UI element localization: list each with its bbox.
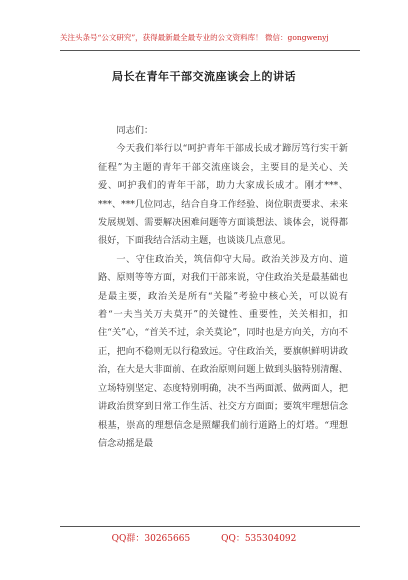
footer-note bbox=[0, 531, 408, 544]
qq-number: QQ：535304092 bbox=[221, 534, 297, 544]
qq-group-number: QQ群：30265665 bbox=[111, 534, 191, 544]
header-divider bbox=[60, 50, 360, 51]
greeting: 同志们： bbox=[116, 125, 154, 136]
page-title: 局长在青年干部交流座谈会上的讲话 bbox=[112, 70, 296, 83]
paragraph: 一、守住政治关，筑信仰守大局。政治关涉及方向、道路、原则等等方面，对我们干部来说，守住政治关是最基础也是最主要，政治关是所有“关隘”考验中核心关，可以说有着“一夫当关万夫莫开”的关键性、重要性，关关相扣，扣住“关”心，“首关不过，余关莫论”，同时也是方向关，方向不正，把向不稳则无以行稳致远。守住政治关，要旗帜鲜明讲政治，在大是大非面前、在政治原则问题上做到头脑特别清醒、立场特别坚定、态度特别明确，决不当两面派、做两面人，把讲政治贯穿到日常工作生活、社交方方面面；要筑牢理想信念根基，崇高的理想信念是照耀我们前行道路上的灯塔。“理想信念动摇是最 bbox=[98, 253, 348, 449]
header-note: 关注头条号“公文研究”，获得最新最全最专业的公文资料库！ 微信：gongwenyj bbox=[60, 33, 329, 42]
paragraph: 今天我们举行以“呵护青年干部成长成才蹄厉笃行实干新征程”为主题的青年干部交流座谈会，主要目的是关心、关爱、呵护我们的青年干部，助力大家成长成才。刚才***、***、***几位同志，结合自身工作经验、岗位职责要求、未来发展规划、需要解决困难问题等方面谈想法、谈体会，说得都很好，下面我结合活动主题，也谈谈几点意见。 bbox=[98, 143, 348, 247]
footer-divider bbox=[60, 526, 360, 527]
document-body bbox=[98, 122, 348, 453]
